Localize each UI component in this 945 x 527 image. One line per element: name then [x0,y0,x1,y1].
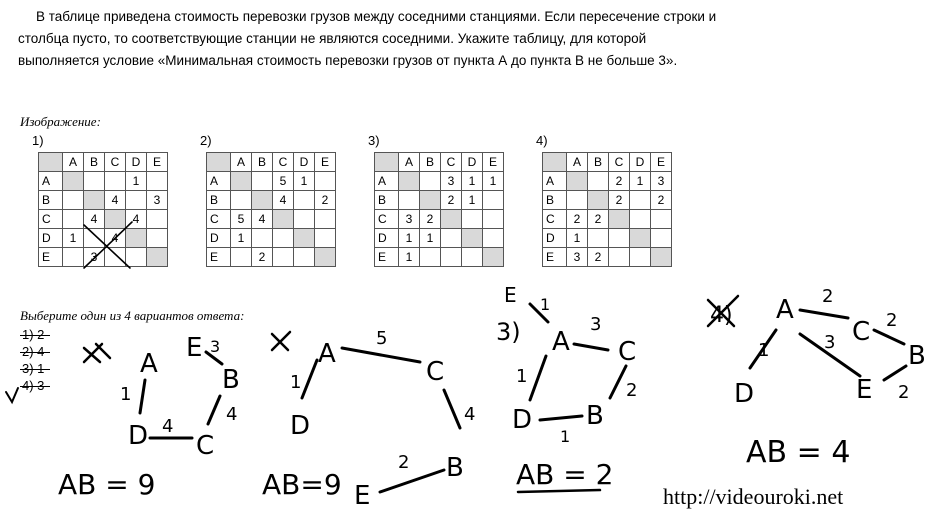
website-watermark: http://videouroki.net [663,484,844,509]
g3-number: 3) [496,318,521,346]
column-header: D [630,153,651,172]
check-mark [6,388,18,402]
g3-edge-db [540,416,582,420]
column-header: B [588,153,609,172]
g3-node-e: E [504,283,517,307]
row-header: A [375,172,399,191]
table-cell: 1 [567,229,588,248]
task-paragraph: В таблице приведена стоимость перевозки грузов между соседними станциями. Если пересечение строки и столбца пусто, то соответствующие станции не являются соседними. Укажите таблицу, для которой выполняется условие «Минимальная стоимость перевозки грузов от пункта А до пункта В не больше 3». [18,9,717,68]
row-header: B [207,191,231,210]
row-header: D [207,229,231,248]
g4-edge-ac [800,310,848,318]
g4-edge-eb [884,366,906,380]
answer-option-4[interactable]: 4) 3 [22,378,45,393]
g4-result: AB = 4 [746,435,851,470]
g1-node-c: C [196,431,215,461]
g1-node-d: D [128,421,149,451]
table-cell: 3 [651,172,672,191]
g3-result: AB = 2 [516,458,614,491]
column-header: D [126,153,147,172]
table-3-number: 3) [368,133,380,148]
g3-node-c: C [618,337,637,367]
row-header: B [543,191,567,210]
table-4-number: 4) [536,133,548,148]
g3-weight-ea: 1 [540,295,551,314]
g2-edge-eb [380,470,444,492]
table-cell: 4 [105,191,126,210]
column-header: D [294,153,315,172]
column-header: B [84,153,105,172]
column-header: E [315,153,336,172]
answer-option-1[interactable]: 1) 2 [22,327,45,342]
row-header: E [375,248,399,267]
table-cell: 1 [63,229,84,248]
g4-weight-cb: 2 [886,310,898,331]
table-cell: 1 [462,191,483,210]
g2-node-b: B [446,453,464,483]
table-cell: 3 [441,172,462,191]
column-header: E [651,153,672,172]
table-cell: 2 [420,210,441,229]
g3-edge-ac [574,344,608,350]
table-cell: 4 [84,210,105,229]
g3-node-d: D [512,405,533,435]
table-cell: 2 [651,191,672,210]
table-cell: 2 [588,210,609,229]
g3-weight-db: 1 [560,427,571,446]
table-cell: 4 [252,210,273,229]
row-header: B [375,191,399,210]
table-cell: 1 [294,172,315,191]
g2-node-e: E [354,481,371,511]
g4-weight-eb: 2 [898,382,910,403]
column-header: B [420,153,441,172]
table-cell: 5 [273,172,294,191]
table-1-number: 1) [32,133,44,148]
g1-node-a: A [140,349,158,379]
column-header: B [252,153,273,172]
g3-weight-ac: 3 [590,314,602,335]
g2-weight-ac: 5 [376,328,388,349]
row-header: A [39,172,63,191]
table-1-cross [84,222,132,268]
table-cell: 1 [630,172,651,191]
column-header: A [567,153,588,172]
table-cell: 2 [609,191,630,210]
row-header: C [39,210,63,229]
g4-node-d: D [734,379,755,409]
g3-edge-cb [610,366,626,398]
column-header: E [147,153,168,172]
column-header: A [399,153,420,172]
g3-weight-cb: 2 [626,380,638,401]
row-header: C [207,210,231,229]
column-header: A [231,153,252,172]
g1-weight-eb: 3 [210,337,221,356]
g1-weight-ad: 1 [120,384,132,405]
g4-node-c: C [852,317,871,347]
table-cell: 1 [399,229,420,248]
g1-node-e: E [186,333,203,363]
table-cell: 2 [315,191,336,210]
image-label: Изображение: [20,114,101,129]
table-cell: 4 [105,229,126,248]
row-header: D [375,229,399,248]
g2-edge-cb [444,390,460,428]
row-header: D [543,229,567,248]
column-header: C [609,153,630,172]
row-header: C [543,210,567,229]
table-cell: 3 [147,191,168,210]
table-cell: 2 [567,210,588,229]
table-cell: 3 [399,210,420,229]
g2-node-a: A [318,339,336,369]
g4-edge-cb [874,330,904,344]
g3-weight-ad: 1 [516,366,528,387]
table-cell: 2 [609,172,630,191]
g2-weight-cb: 4 [464,404,476,425]
row-header: E [543,248,567,267]
g3-node-a: A [552,327,570,357]
table-cell: 1 [462,172,483,191]
row-header: A [207,172,231,191]
column-header: E [483,153,504,172]
column-header: C [441,153,462,172]
table-cell: 1 [231,229,252,248]
row-header: C [375,210,399,229]
row-header: E [39,248,63,267]
table-cell: 1 [483,172,504,191]
g1-weight-dc: 4 [162,416,174,437]
g1-edge-ad [140,380,145,413]
row-header: A [543,172,567,191]
table-cell: 1 [126,172,147,191]
table-cell: 4 [273,191,294,210]
g3-edge-ad [530,356,546,400]
table-cell: 1 [399,248,420,267]
table-cell: 3 [84,248,105,267]
column-header: D [462,153,483,172]
table-cell: 4 [126,210,147,229]
x-mark-1 [84,344,110,362]
row-header: E [207,248,231,267]
g4-node-e: E [856,375,873,405]
g4-node-a: A [776,295,794,325]
g2-node-c: C [426,357,445,387]
answer-option-3[interactable]: 3) 1 [22,361,45,376]
g4-weight-ac: 2 [822,286,834,307]
g1-edge-bc [208,396,220,424]
table-2-number: 2) [200,133,212,148]
column-header: C [273,153,294,172]
column-header: A [63,153,84,172]
g2-result: AB=9 [262,468,342,501]
table-cell: 2 [588,248,609,267]
answer-option-2[interactable]: 2) 4 [22,344,45,359]
x-mark-2 [272,332,290,350]
g2-weight-eb: 2 [398,452,410,473]
g3-node-b: B [586,401,604,431]
g2-edge-ac [342,348,420,362]
table-cell: 3 [567,248,588,267]
column-header: C [105,153,126,172]
g1-result: AB = 9 [58,468,156,501]
table-cell: 2 [252,248,273,267]
g4-node-b: B [908,341,926,371]
g1-node-b: B [222,365,240,395]
row-header: B [39,191,63,210]
g2-edge-ad [302,360,317,398]
g4-number: 4) [710,303,733,328]
row-header: D [39,229,63,248]
choose-label: Выберите один из 4 вариантов ответа: [20,308,245,323]
g2-node-d: D [290,411,311,441]
g2-weight-ad: 1 [290,372,302,393]
g4-weight-ae: 3 [824,332,836,353]
table-cell: 1 [420,229,441,248]
g4-weight-ad: 1 [758,340,770,361]
g1-weight-bc: 4 [226,404,238,425]
table-cell: 2 [441,191,462,210]
table-cell: 5 [231,210,252,229]
